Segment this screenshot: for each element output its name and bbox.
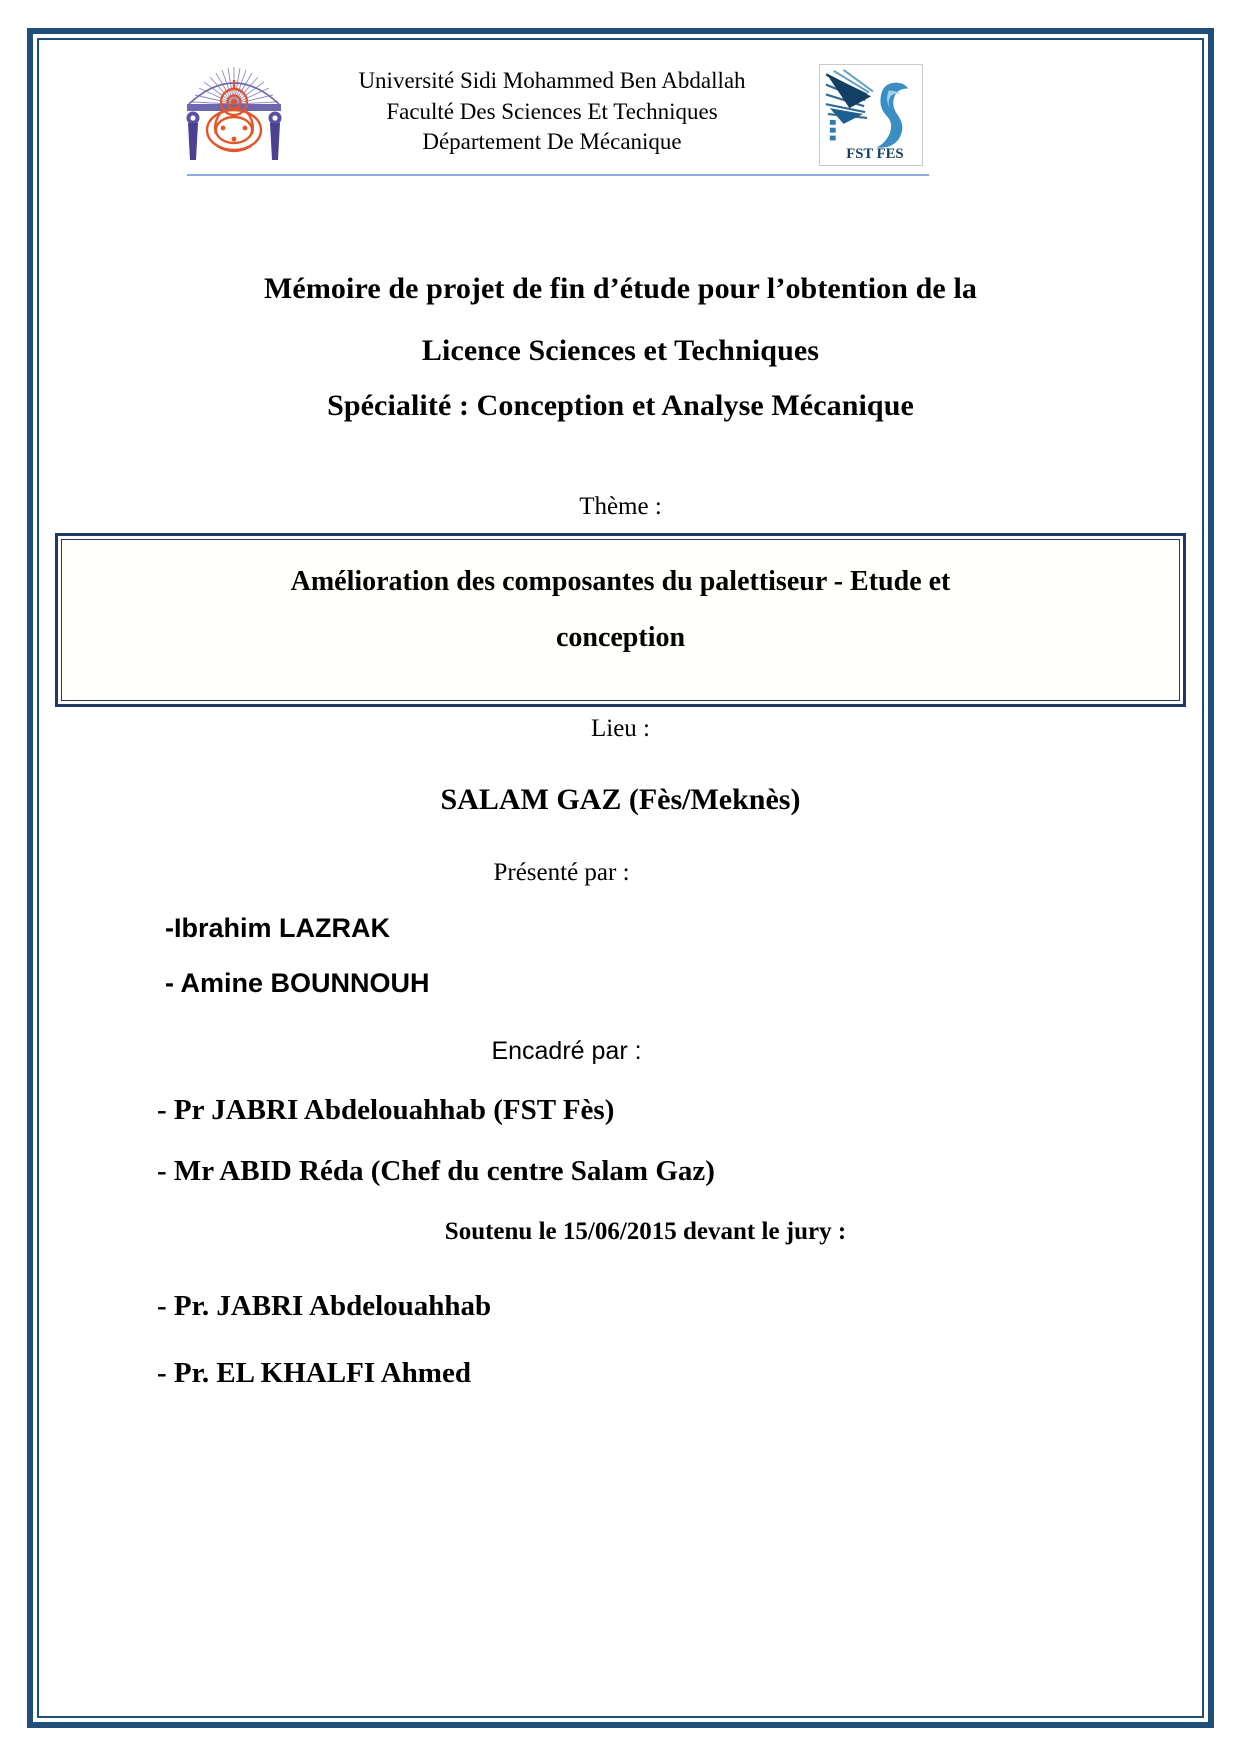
presented-by-label: Présenté par : bbox=[493, 858, 630, 886]
university-name: Université Sidi Mohammed Ben Abdallah bbox=[358, 68, 746, 93]
theme-title-line-1: Amélioration des composantes du palettiseur - Etude et bbox=[290, 565, 951, 597]
document-header bbox=[47, 56, 1194, 186]
location-label: Lieu : bbox=[590, 714, 650, 742]
degree-title-line-1: Mémoire de projet de fin d’étude pour l’obtention de la bbox=[264, 272, 977, 305]
theme-box-inner bbox=[61, 539, 1180, 701]
student-name: -Ibrahim LAZRAK bbox=[165, 912, 390, 943]
svg-text:FST FES: FST FES bbox=[846, 146, 904, 163]
jury-member: - Pr. JABRI Abdelouahhab bbox=[157, 1289, 492, 1322]
degree-specialty-line: Spécialité : Conception et Analyse Mécanique bbox=[327, 389, 914, 422]
cover-content bbox=[47, 48, 1194, 1708]
institution-header-text bbox=[297, 66, 807, 158]
supervisor-name: - Mr ABID Réda (Chef du centre Salam Gaz) bbox=[157, 1154, 715, 1187]
student-name: - Amine BOUNNOUH bbox=[165, 967, 430, 998]
supervisor-name: - Pr JABRI Abdelouahhab (FST Fès) bbox=[157, 1093, 615, 1126]
header-divider-rule bbox=[187, 174, 929, 176]
usmba-university-logo-icon bbox=[173, 60, 295, 164]
degree-title-block bbox=[47, 258, 1194, 431]
theme-label: Thème : bbox=[579, 492, 662, 520]
defense-date-label: Soutenu le 15/06/2015 devant le jury : bbox=[444, 1217, 847, 1245]
degree-title-line-2: Licence Sciences et Techniques bbox=[421, 333, 820, 367]
supervised-by-label: Encadré par : bbox=[491, 1036, 642, 1065]
theme-title-line-2: conception bbox=[555, 621, 686, 653]
department-name: Département De Mécanique bbox=[422, 129, 682, 155]
location-value: SALAM GAZ (Fès/Meknès) bbox=[440, 782, 801, 816]
theme-box bbox=[55, 533, 1186, 707]
jury-member: - Pr. EL KHALFI Ahmed bbox=[157, 1356, 471, 1389]
faculty-name: Faculté Des Sciences Et Techniques bbox=[386, 98, 718, 124]
fst-fes-logo-icon bbox=[819, 64, 923, 166]
